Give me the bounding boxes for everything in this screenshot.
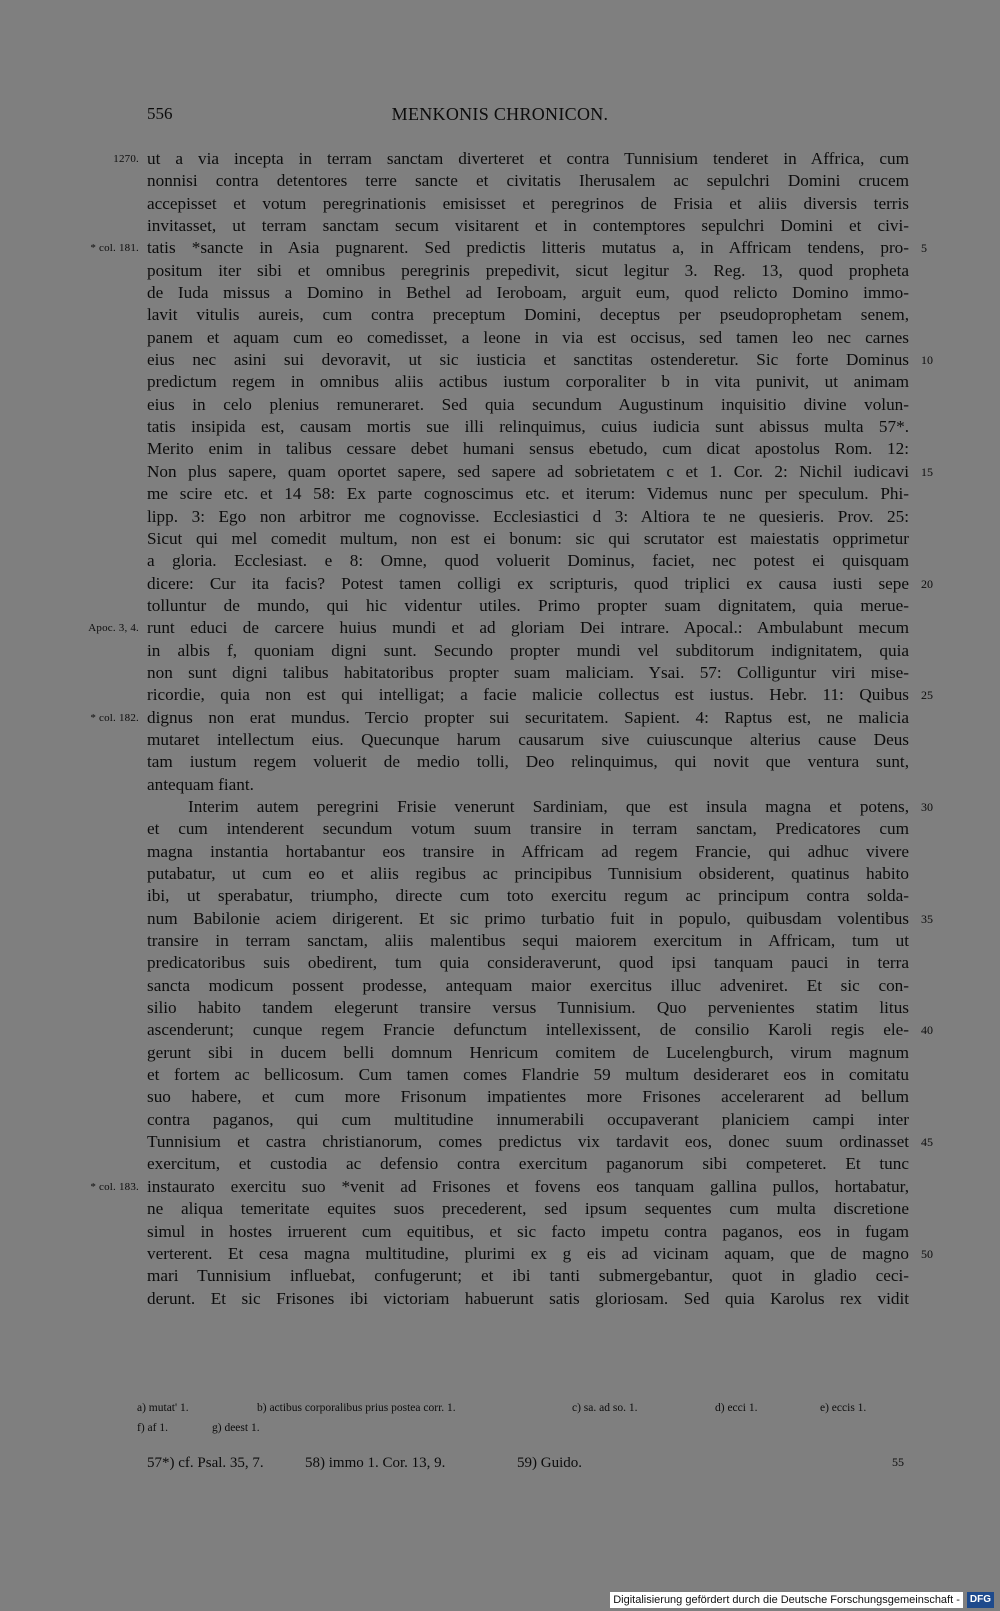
apparatus-note: e) eccis 1. — [820, 1402, 867, 1414]
line-text: sancta modicum possent prodesse, antequam maior exercitus illuc adveniret. Et sic con- — [147, 975, 909, 995]
apparatus-line — [137, 1398, 909, 1418]
footnote: 58) immo 1. Cor. 13, 9. — [305, 1455, 446, 1471]
line-text: num Babilonie aciem dirigerent. Et sic primo turbatio fuit in populo, quibusdam volentibus — [147, 908, 909, 928]
line-text: lavit vitulis aureis, cum contra preceptum Domini, deceptus per pseudoprophetam senem, — [147, 305, 909, 325]
text-line — [147, 1131, 933, 1153]
line-text: antequam fiant. — [147, 774, 254, 794]
text-line — [90, 237, 927, 259]
text-line — [147, 170, 909, 192]
line-text: predictum regem in omnibus aliis actibus iustum corporaliter b in vita punivit, ut animam — [147, 372, 909, 392]
line-text: mari Tunnisium influebat, confugerunt; et ibi tanti submergebantur, quot in gladio ceci- — [147, 1266, 909, 1286]
footnote: 59) Guido. — [517, 1455, 582, 1471]
margin-reference: * col. 181. — [90, 242, 139, 255]
line-text: Merito enim in talibus cessare debet humani sensus ebetudo, cum dicat apostolus Rom. 12: — [147, 439, 909, 459]
line-text: tolluntur de mundo, qui hic videntur utiles. Primo propter suam dignitatem, quia merue- — [147, 595, 909, 615]
page-number: 556 — [147, 104, 173, 123]
text-line — [147, 1288, 909, 1310]
text-line — [147, 1198, 909, 1220]
apparatus-line — [137, 1418, 909, 1438]
text-line — [90, 707, 909, 729]
line-text: nonnisi contra detentores terre sancte et civitatis Iherusalem ac sepulchri Domini crucem — [147, 171, 909, 191]
text-line — [147, 729, 909, 751]
line-text: dignus non erat mundus. Tercio propter sui securitatem. Sapient. 4: Raptus est, ne malicia — [147, 707, 909, 727]
text-line — [147, 573, 933, 595]
text-line — [147, 193, 909, 215]
text-line — [147, 751, 909, 773]
line-number: 20 — [921, 576, 933, 591]
line-text: a gloria. Ecclesiast. e 8: Omne, quod voluerit Dominus, faciet, nec potest ei quisquam — [147, 551, 909, 571]
line-number: 40 — [921, 1023, 933, 1038]
line-text: predicatoribus suis obedirent, tum quia consideraverunt, quod ipsi tanquam pauci in terra — [147, 953, 909, 973]
text-line — [147, 1042, 909, 1064]
critical-apparatus — [137, 1398, 909, 1438]
text-line — [147, 416, 909, 438]
line-text: contra paganos, qui cum multitudine innumerabili occupaverant planiciem campi inter — [147, 1109, 909, 1129]
text-line — [90, 1176, 909, 1198]
text-line — [147, 774, 909, 796]
text-line — [147, 394, 909, 416]
line-text: mutaret intellectum eius. Quecunque harum causarum sive cuiuscunque alterius cause Deus — [147, 729, 909, 749]
text-line — [147, 930, 909, 952]
text-line — [147, 371, 909, 393]
text-line — [147, 818, 909, 840]
line-text: dicere: Cur ita facis? Potest tamen colligi ex scripturis, quod triplici ex causa iusti sepe — [147, 573, 909, 593]
text-line — [147, 1153, 909, 1175]
text-line — [147, 1221, 909, 1243]
line-number: 5 — [921, 241, 927, 256]
text-line — [147, 997, 909, 1019]
line-text: eius in celo plenius remuneraret. Sed quia secundum Augustinum inquisitio divine volun- — [147, 394, 909, 414]
text-line — [147, 684, 933, 706]
sheet-signature: 55 — [892, 1455, 904, 1469]
line-text: me scire etc. et 14 58: Ex parte cognoscimus etc. et iterum: Videmus nunc per speculum. Phi- — [147, 484, 909, 504]
text-line — [147, 260, 909, 282]
line-number: 30 — [921, 799, 933, 814]
text-line — [147, 349, 933, 371]
text-line — [147, 215, 909, 237]
line-text: de Iuda missus a Domino in Bethel ad Ieroboam, arguit eum, quod relicto Domino immo- — [147, 283, 909, 303]
line-number: 45 — [921, 1135, 933, 1150]
text-line — [147, 863, 909, 885]
text-line — [147, 841, 909, 863]
digitization-credit — [610, 1591, 994, 1609]
text-line — [147, 461, 933, 483]
text-line — [147, 1019, 933, 1041]
text-line — [147, 908, 933, 930]
line-text: suo habere, et cum more Frisonum impatientes more Frisones accelerarent ad bellum — [147, 1087, 909, 1107]
text-line — [147, 550, 909, 572]
line-number: 15 — [921, 464, 933, 479]
text-line — [88, 617, 909, 639]
apparatus-note: g) deest 1. — [212, 1422, 260, 1434]
line-text: eius nec asini sui devoravit, ut sic iusticia et sanctitas ostenderetur. Sic forte Dominus — [147, 350, 909, 370]
line-text: positum iter sibi et omnibus peregrinis prepedivit, sicut legitur 3. Reg. 13, quod propheta — [147, 260, 909, 280]
line-text: panem et aquam cum eo comedisset, a leone in via est occisus, sed tamen leo nec carnes — [147, 327, 909, 347]
text-line — [147, 952, 909, 974]
line-text: tam iustum regem voluerit de medio tolli, Deo relinquimus, qui novit que ventura sunt, — [147, 752, 909, 772]
line-text: in albis f, quoniam digni sunt. Secundo propter mundi vel subditorum indignitatem, quia — [147, 640, 909, 660]
line-text: tatis *sancte in Asia pugnarent. Sed predictis litteris mutatus a, in Affricam tendens, pro- — [147, 238, 909, 258]
line-text: simul in hostes irruerent cum equitibus, et sic facto impetu contra paganos, eos in fugam — [147, 1221, 909, 1241]
line-text: ascenderunt; cunque regem Francie defunctum intellexissent, de consilio Karoli regis ele- — [147, 1020, 909, 1040]
line-number: 35 — [921, 911, 933, 926]
line-text: transire in terram sanctam, aliis malentibus sequi maiorem exercitum in Affricam, tum ut — [147, 931, 909, 951]
text-line — [147, 1086, 909, 1108]
text-line — [147, 304, 909, 326]
text-line — [147, 327, 909, 349]
text-line — [147, 640, 909, 662]
line-text: non sunt digni talibus habitatoribus propter suam maliciam. Ysai. 57: Colliguntur viri mise- — [147, 662, 909, 682]
line-text: ricordie, quia non est qui intelligat; a facie malicie collectus est iustus. Hebr. 11: Quibus — [147, 685, 909, 705]
line-text: ut a via incepta in terram sanctam diverteret et contra Tunnisium tenderet in Affrica, cum — [147, 149, 909, 168]
line-text: tatis insipida est, causam mortis sue illi relinquimus, cuius iudicia sunt abissus multa 57*. — [147, 417, 909, 437]
dfg-logo-icon: DFG — [967, 1592, 994, 1608]
text-line — [147, 506, 909, 528]
apparatus-note: a) mutat' 1. — [137, 1402, 189, 1414]
line-text: silio habito tandem elegerunt transire versus Tunnisium. Quo pervenientes statim litus — [147, 998, 909, 1018]
line-text: et fortem ac bellicosum. Cum tamen comes Flandrie 59 multum desideraret eos in comitatu — [147, 1065, 909, 1085]
line-text: Tunnisium et castra christianorum, comes predictus vix tardavit eos, donec suum ordinasset — [147, 1132, 909, 1152]
line-text: invitasset, ut terram sanctam secum visitarent et in contemptores sepulchri Domini et civi- — [147, 216, 909, 236]
line-text: ne aliqua temeritate equites suos precederent, sed ipsum sequentes cum multa discretione — [147, 1199, 909, 1219]
text-line — [147, 1265, 909, 1287]
line-text: et cum intenderent secundum votum suum transire in terram sanctam, Predicatores cum — [147, 819, 909, 839]
apparatus-note: b) actibus corporalibus prius postea corr. 1. — [257, 1402, 456, 1414]
line-text: gerunt sibi in ducem belli domnum Henricum comitem de Lucelengburch, virum magnum — [147, 1042, 909, 1062]
margin-reference: 1270. — [113, 153, 139, 165]
line-text: Non plus sapere, quam oportet sapere, sed sapere ad sobrietatem c et 1. Cor. 2: Nichil iudicavi — [147, 461, 909, 481]
line-text: putabatur, ut cum eo et aliis regibus ac principibus Tunnisium obsiderent, quatinus habito — [147, 864, 909, 883]
footnotes — [147, 1451, 909, 1475]
margin-reference: Apoc. 3, 4. — [88, 622, 139, 635]
apparatus-note: c) sa. ad so. 1. — [572, 1402, 638, 1414]
footnote: 57*) cf. Psal. 35, 7. — [147, 1455, 264, 1471]
line-text: instaurato exercitu suo *venit ad Frisones et fovens eos tanquam gallina pullos, hortabatur, — [147, 1176, 909, 1196]
line-number: 25 — [921, 688, 933, 703]
line-text: runt educi de carcere huius mundi et ad gloriam Dei intrare. Apocal.: Ambulabunt mecum — [147, 618, 909, 638]
margin-reference: * col. 182. — [90, 711, 139, 724]
text-line — [147, 1064, 909, 1086]
text-line — [147, 1109, 909, 1131]
running-head: MENKONIS CHRONICON. — [391, 104, 609, 124]
line-number: 50 — [921, 1246, 933, 1261]
text-line — [113, 148, 909, 170]
line-number: 10 — [921, 353, 933, 368]
apparatus-note: f) af 1. — [137, 1422, 168, 1434]
text-line — [147, 796, 933, 818]
text-line — [147, 438, 909, 460]
line-text: Sicut qui mel comedit multum, non est ei bonum: sic qui scrutator est maiestatis opprimetur — [147, 528, 909, 548]
text-line — [147, 662, 909, 684]
line-text: lipp. 3: Ego non arbitror me cognovisse. Ecclesiastici d 3: Altiora te ne quesieris. Prov. 25: — [147, 506, 909, 526]
text-line — [147, 483, 909, 505]
body-text — [88, 148, 933, 1310]
line-text: verterent. Et cesa magna multitudine, plurimi ex g eis ad vicinam aquam, que de magno — [147, 1243, 909, 1263]
text-line — [147, 282, 909, 304]
line-text: magna instantia hortabantur eos transire in Affricam ad regem Francie, qui adhuc vivere — [147, 841, 909, 861]
margin-reference: * col. 183. — [90, 1180, 139, 1193]
line-text: ibi, ut sperabatur, triumpho, directe cum toto exercitu regum ac principum contra solda- — [147, 886, 909, 906]
text-line — [147, 975, 909, 997]
text-line — [147, 528, 909, 550]
text-line — [147, 885, 909, 907]
line-text: accepisset et votum peregrinationis emisisset et peregrinos de Frisia et aliis diversis terris — [147, 193, 909, 213]
text-line — [147, 595, 909, 617]
line-text: Interim autem peregrini Frisie venerunt Sardiniam, que est insula magna et potens, — [188, 796, 909, 816]
line-text: derunt. Et sic Frisones ibi victoriam habuerunt satis gloriosam. Sed quia Karolus rex vidit — [147, 1288, 909, 1308]
text-line — [147, 1243, 933, 1265]
apparatus-note: d) ecci 1. — [715, 1402, 758, 1414]
digitization-text: Digitalisierung gefördert durch die Deutsche Forschungsgemeinschaft - — [610, 1592, 963, 1608]
line-text: exercitum, et custodia ac defensio contra exercitum paganorum sibi competeret. Et tunc — [147, 1154, 909, 1174]
